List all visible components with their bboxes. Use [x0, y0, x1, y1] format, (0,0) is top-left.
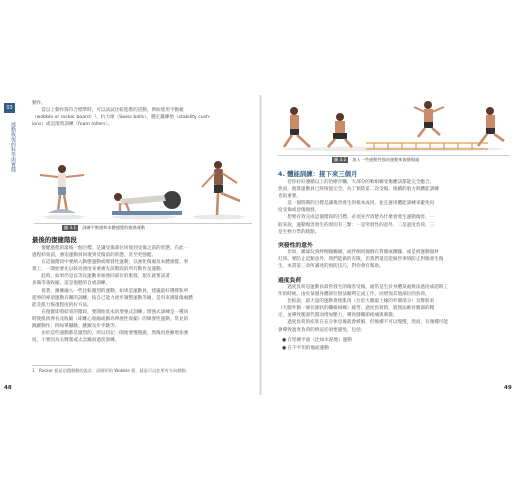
subheading-accidents: 突發性的意外: [278, 243, 313, 249]
section-heading-final-rehab: 最後的復健階段: [32, 236, 77, 244]
text-line: 復健過程的最後一個目標，是讓受傷部位回復到受傷之前的狀態，在此一: [32, 246, 189, 251]
footnote-rule: [32, 365, 72, 366]
text-line: 若你好好遵循以上的治療步驟，大部分的軟組織受傷應該都能完全癒合，: [278, 180, 435, 185]
text-line: 般來說，運動傷害發生的原因有三類：一是突發性的意外，二是過度負荷，三: [278, 222, 435, 228]
book-gutter: [259, 95, 262, 395]
text-line: 也很重要。: [278, 194, 301, 200]
plank-on-ball-athlete: [112, 191, 182, 215]
conditioning-body: [278, 179, 510, 236]
bullet-item: ● 在堅硬平面（比如水泥地）運動: [282, 338, 352, 343]
text-line: 實上，一開始要先以較高強度來重複先前階段的所有動作及運動。: [32, 267, 166, 273]
text-line: 這一個時期的目標是讓傷害發生的根本成因，並且運用體能訓練來避免再: [278, 201, 435, 207]
text-line: 接著，漸漸融入一些比較激烈的運動，如果是運動員，建議最好選擇和所: [32, 288, 189, 294]
squat-athlete: [328, 113, 352, 147]
figure-3-1-caption: [62, 225, 145, 231]
page-number-right: 49: [504, 385, 512, 391]
chapter-tab: 03: [4, 103, 15, 113]
footnote: 1 Rocker 板是沿穩移動的設計；而圓形的 Wobble 板，就是可以往所有方向移動。: [32, 368, 190, 373]
figure-label: 圖 3.2: [334, 157, 347, 162]
balance-board-athlete: [40, 165, 84, 213]
text-line: 度受傷或惡傷復發。: [278, 208, 320, 214]
text-line: 此時，如果仍是以等長運動來加強同部位的肌群，現在就要試著: [32, 274, 170, 280]
right-page: [266, 95, 514, 395]
single-leg-athlete: [202, 161, 240, 215]
jumping-athlete: [414, 101, 444, 137]
text-line: 然而，就算運動員已經恢復完全，為了預防第二次受傷，後續的肌力與體能訓練: [278, 187, 439, 193]
text-line: 動作。: [32, 101, 46, 106]
figure-3-2-caption: [332, 157, 419, 163]
figure-label: 圖 3.1: [64, 225, 77, 230]
bullet-text: 在不平坦的地面運動: [287, 346, 329, 351]
bullet-text: 在堅硬平面（比如水泥地）運動: [287, 338, 352, 343]
chapter-side-title: 運動恢復的科學與實踐: [10, 122, 16, 172]
text-line: 在這個階段中要納入動態運動或爆發性運動，以強化傷處及本體感覺。事: [32, 260, 189, 266]
figure-caption-text: 訓練平衡感和本體感覺的進階運動: [82, 225, 146, 230]
text-line: 比如，踢球玩到絆倒撞觸碰、或拌倒而撞倒在對膝或踝腳、或是被運動器材: [278, 250, 439, 255]
text-line: 時使肌肉伸長及收縮（即離心收縮或稱為伸展性收縮）的爆發性運動，常見的: [32, 316, 189, 322]
final-rehab-body: [32, 245, 250, 344]
intro-text: [32, 100, 250, 128]
overload-body: [278, 284, 510, 334]
text-line: 跳躍動作，例如單腳跳、跳躍及步步跳等。: [32, 324, 120, 330]
text-line: 是生物力學的缺點。: [278, 229, 320, 235]
text-line: 作的時候。由於某個身體部位無法順利完成工作，而增加其他部位的負荷。: [278, 292, 430, 298]
text-line: 度，不要因為太興奮或太急躁而過度訓練。: [32, 338, 120, 344]
bullet-item: ● 在不平坦的地面運動: [282, 346, 329, 351]
figure-3-1-illustration: [34, 153, 252, 221]
text-line: 過度負荷的症狀在充分休息後就會緩解，但後續不可以慢慢，然而，有幾種可能: [278, 320, 448, 326]
text-line: （wobble or rocker board）¹、抗力球（Swiss balls）、穩定鍛鍊墊（stability cush-: [32, 115, 211, 121]
figure-3-2-illustration: [278, 97, 510, 152]
left-page: [4, 95, 252, 395]
figure-caption-text: 加入一些運動性強的運動來復健傷處: [352, 157, 420, 162]
text-line: 打到、要防止這類意外，我們能做的有限，但我們還是能做些事情防止對脹發生傷: [278, 257, 444, 263]
text-line: 在復健即將結束的階段，要開始基本的增強式訓練，增強式訓練是一種同: [32, 309, 189, 315]
page-number-left: 48: [4, 385, 12, 391]
text-line: 能及肌力恢復程度的好方法。: [32, 302, 92, 308]
text-line: 多做等張收縮，這是復健的自重訓練。: [32, 281, 111, 287]
bounding-athlete: [478, 107, 504, 146]
subheading-overload: 過度負荷: [278, 278, 302, 284]
lunge-athlete: [284, 107, 310, 147]
text-line: 生，本書第三章所講述的預防技巧，對你會有幫助。: [278, 264, 384, 270]
text-line: （大腿外側一條長條狀的纖維組織）疲勞，過度負荷時，就無法維持腿部的穩: [278, 306, 435, 312]
text-line: 過程結束前，強迫運動員回復到受傷前的狀態，甚至更強健。: [32, 253, 157, 259]
text-line: 會導致過度負荷的情況必須要避免，包括：: [278, 327, 366, 333]
section-heading-conditioning: 4. 體能訓練：接下來三個月: [278, 170, 358, 178]
text-line: 從事的專項運動有關的訓練，按自己能力逐步調整運動等級，是用來測量傷處體: [32, 295, 193, 301]
caption-rule: [34, 223, 252, 224]
text-line: 當以上動作都符合標準時，可以試試比較進階的活動，例如使用平衡板: [32, 108, 184, 114]
text-line: 由於這些運動都是激烈的，所以切記一開始要慢慢做，然後再逐漸增加強: [32, 331, 189, 337]
text-line: 想要有效完成這個階段的目標，必須先弄清楚為什麼會發生運動傷害，一: [278, 215, 435, 221]
text-line: 定，並導致腿部代償而增加壓力，導致膝關節疼痛與刺激。: [278, 313, 398, 319]
accidents-body: [278, 249, 510, 270]
text-line: 過度負荷是運動員最常發生的傷害受傷，通常是生於身體某處無法過度或超時工: [278, 285, 448, 290]
text-line: 比較說，最大量的運動會使肌肉（位於大腿最上緣的外側部分）及臀肌束: [278, 299, 435, 305]
caption-rule: [278, 155, 510, 156]
text-line: ions）或是滾筒訓練（foam rollers）。: [32, 122, 113, 128]
